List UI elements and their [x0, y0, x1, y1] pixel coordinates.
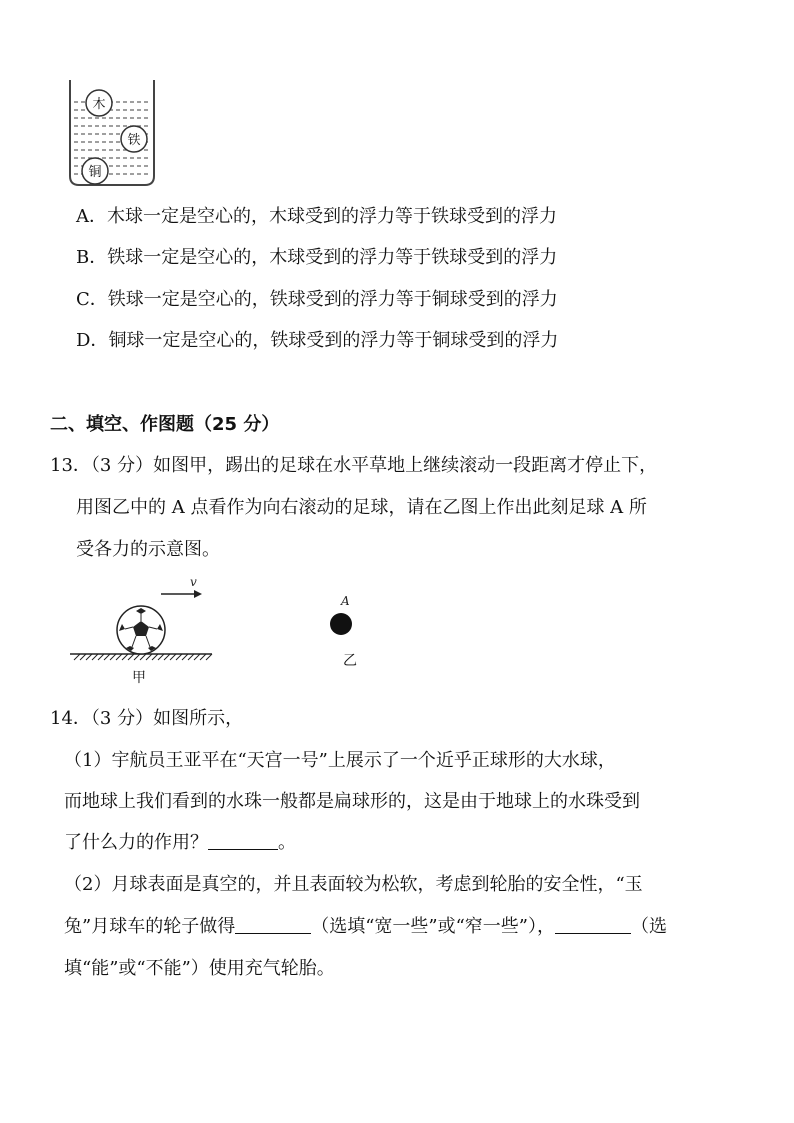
copper-ball-label: 铜: [88, 165, 102, 180]
option-a-text: 木球一定是空心的，木球受到的浮力等于铁球受到的浮力: [107, 206, 557, 227]
q14-part2-line-2-choice: （选填“宽一些”或“窄一些”），: [311, 916, 556, 937]
wood-ball-label: 木: [92, 97, 106, 112]
q14-part2-line-2-end: （选: [631, 916, 668, 937]
iron-ball-label: 铁: [127, 133, 141, 148]
q14-part1-line-3-text: 了什么力的作用？: [64, 832, 208, 853]
option-a: [76, 205, 557, 229]
option-b: [76, 246, 557, 270]
option-c-label: C．: [76, 289, 108, 310]
section-title: 二、填空、作图题（25 分）: [50, 414, 280, 435]
answer-blank-2[interactable]: [235, 915, 311, 934]
point-a-label: A: [341, 594, 350, 608]
option-d-text: 铜球一定是空心的，铁球受到的浮力等于铜球受到的浮力: [108, 330, 559, 351]
q13-line-1: 13．（3 分）如图甲，踢出的足球在水平草地上继续滚动一段距离才停止下，: [50, 455, 658, 476]
option-a-label: A．: [76, 206, 107, 227]
q13-line-2: 用图乙中的 A 点看作为向右滚动的足球，请在乙图上作出此刻足球 A 所: [76, 497, 647, 518]
soccer-ball: [117, 606, 165, 654]
q14-part1-line-3: [64, 831, 296, 855]
velocity-label: v: [190, 575, 197, 589]
answer-blank-3[interactable]: [555, 915, 631, 934]
point-a-figure: [320, 588, 370, 672]
soccer-figure: [66, 572, 216, 690]
q14-part1-line-1: （1）宇航员王亚平在“天宫一号”上展示了一个近乎正球形的大水球，: [64, 750, 616, 771]
q14-part2-line-2-text: 兔”月球车的轮子做得: [64, 916, 236, 937]
option-b-label: B．: [76, 247, 108, 268]
beaker-figure: [62, 72, 162, 190]
option-c: [76, 288, 558, 312]
q14-part2-line-3: 填“能”或“不能”）使用充气轮胎。: [64, 958, 335, 979]
yi-label: 乙: [343, 653, 357, 669]
q14-part1-line-2: 而地球上我们看到的水珠一般都是扁球形的，这是由于地球上的水珠受到: [64, 791, 640, 812]
q13-line-3: 受各力的示意图。: [76, 539, 220, 560]
q14-head: 14．（3 分）如图所示，: [50, 708, 244, 729]
answer-blank-1[interactable]: [208, 831, 278, 850]
q14-part2-line-1: （2）月球表面是真空的，并且表面较为松软，考虑到轮胎的安全性，“玉: [64, 874, 643, 895]
option-c-text: 铁球一定是空心的，铁球受到的浮力等于铜球受到的浮力: [107, 289, 558, 310]
point-a-dot: [330, 613, 352, 635]
jia-label: 甲: [132, 670, 146, 686]
q14-part1-line-3-end: 。: [278, 832, 296, 853]
option-d-label: D．: [76, 330, 109, 351]
option-b-text: 铁球一定是空心的，木球受到的浮力等于铁球受到的浮力: [107, 247, 558, 268]
option-d: [76, 329, 558, 353]
q14-part2-line-2: [64, 915, 667, 939]
